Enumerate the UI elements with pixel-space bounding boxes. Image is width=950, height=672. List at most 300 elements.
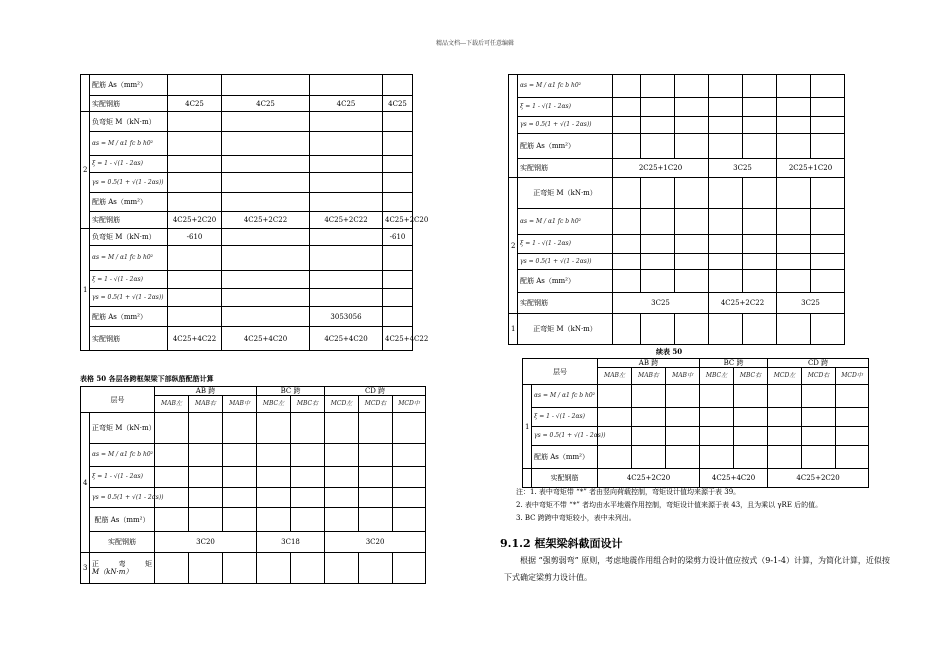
value-cell xyxy=(836,427,869,446)
row-label: 配筋 As（mm²） xyxy=(532,446,598,469)
table-row xyxy=(523,427,869,446)
value-cell xyxy=(223,467,257,488)
table-row xyxy=(81,96,413,112)
value-cell xyxy=(768,408,802,427)
value-cell xyxy=(257,488,291,508)
value-cell xyxy=(613,178,641,209)
row-label-char: 正 xyxy=(92,560,99,568)
value-cell: 4C25 xyxy=(168,96,222,112)
value-cell: 4C25+2C20 xyxy=(598,469,700,488)
row-label: 实配钢筋 xyxy=(532,469,598,488)
value-cell xyxy=(310,75,383,96)
floor-cell-blank xyxy=(509,75,518,178)
table-row xyxy=(523,469,869,488)
table-row xyxy=(81,532,426,553)
floor-cell: 4 xyxy=(81,413,90,553)
floor-cell: 2 xyxy=(509,178,518,314)
floor-cell: 2 xyxy=(81,112,90,229)
value-cell xyxy=(836,446,869,469)
header-row xyxy=(81,387,426,396)
floor-cell: 1 xyxy=(523,385,532,469)
value-cell xyxy=(310,271,383,289)
value-cell xyxy=(777,134,811,159)
value-cell xyxy=(743,209,777,235)
table-row xyxy=(81,508,426,532)
table-row xyxy=(81,246,413,271)
value-cell xyxy=(257,508,291,532)
table-row xyxy=(509,75,845,98)
table-row xyxy=(509,134,845,159)
value-cell xyxy=(734,408,768,427)
value-cell: 4C25 xyxy=(310,96,383,112)
span-header: BC 跨 xyxy=(700,359,768,368)
table-row xyxy=(81,307,413,327)
header-row xyxy=(523,359,869,368)
row-label: 实配钢筋 xyxy=(90,532,155,553)
value-cell xyxy=(675,314,709,345)
table-row xyxy=(81,75,413,96)
span-header: AB 跨 xyxy=(155,387,257,396)
value-cell xyxy=(222,112,310,132)
value-cell xyxy=(383,307,413,327)
value-cell xyxy=(613,209,641,235)
value-cell xyxy=(383,173,413,193)
value-cell xyxy=(632,446,666,469)
value-cell xyxy=(168,75,222,96)
value-cell xyxy=(383,246,413,271)
value-cell xyxy=(675,98,709,117)
value-cell xyxy=(222,229,310,246)
value-cell xyxy=(641,254,675,270)
value-cell xyxy=(743,98,777,117)
value-cell xyxy=(291,508,325,532)
section-heading: 9.1.2 框架梁斜截面设计 xyxy=(500,537,623,550)
value-cell xyxy=(743,314,777,345)
value-cell xyxy=(709,98,743,117)
value-cell xyxy=(768,446,802,469)
table-row xyxy=(509,209,845,235)
row-label-char: 矩 xyxy=(145,560,152,568)
value-cell xyxy=(393,444,426,467)
row-label: 配筋 As（mm²） xyxy=(518,270,613,293)
value-cell: 4C25+4C20 xyxy=(310,327,383,351)
value-cell xyxy=(641,235,675,254)
value-cell xyxy=(291,553,325,584)
row-label: αs = M / α1 fc b h0² xyxy=(518,209,613,235)
value-cell xyxy=(222,193,310,212)
value-cell xyxy=(777,270,811,293)
note-3: 3. BC 跨跨中弯矩较小，表中未列出。 xyxy=(516,514,636,522)
moment-subheader: MCD左 xyxy=(325,396,359,413)
row-label-unit: M（kN·m） xyxy=(92,568,133,576)
value-cell xyxy=(383,112,413,132)
value-cell xyxy=(310,193,383,212)
value-cell xyxy=(222,246,310,271)
value-cell xyxy=(359,508,393,532)
value-cell: 3C25 xyxy=(777,293,845,314)
value-cell: 4C25+4C22 xyxy=(383,327,413,351)
moment-subheader: MAB右 xyxy=(189,396,223,413)
value-cell xyxy=(598,385,632,408)
value-cell xyxy=(641,117,675,134)
value-cell xyxy=(222,173,310,193)
value-cell: 4C25+4C22 xyxy=(168,327,222,351)
value-cell xyxy=(168,193,222,212)
value-cell xyxy=(168,289,222,307)
note-1: 注：1. 表中弯矩带 “*” 者由竖向荷载控制，弯矩设计值均来源于表 39。 xyxy=(516,488,741,496)
value-cell xyxy=(613,254,641,270)
floor-header: 层号 xyxy=(523,359,598,385)
value-cell xyxy=(223,444,257,467)
value-cell xyxy=(383,156,413,173)
value-cell xyxy=(155,444,189,467)
table-row xyxy=(509,270,845,293)
value-cell xyxy=(359,488,393,508)
value-cell xyxy=(291,444,325,467)
value-cell xyxy=(709,209,743,235)
row-label-char: 弯 xyxy=(118,560,126,568)
value-cell xyxy=(325,467,359,488)
value-cell: 4C25 xyxy=(383,96,413,112)
value-cell xyxy=(310,156,383,173)
value-cell xyxy=(666,385,700,408)
value-cell xyxy=(613,235,641,254)
value-cell xyxy=(359,467,393,488)
value-cell xyxy=(257,444,291,467)
table-row xyxy=(509,293,845,314)
value-cell xyxy=(709,270,743,293)
row-label: ξ = 1 - √(1 - 2αs) xyxy=(518,235,613,254)
right-top-table xyxy=(508,74,845,345)
value-cell xyxy=(709,178,743,209)
value-cell xyxy=(675,270,709,293)
value-cell: 4C25+2C20 xyxy=(768,469,869,488)
value-cell xyxy=(675,178,709,209)
value-cell: 3C25 xyxy=(613,293,709,314)
row-label: γs = 0.5(1 + √(1 - 2αs)) xyxy=(532,427,598,446)
value-cell xyxy=(768,385,802,408)
table-row xyxy=(81,327,413,351)
value-cell xyxy=(666,427,700,446)
value-cell xyxy=(168,173,222,193)
value-cell: 3C18 xyxy=(257,532,325,553)
table-row xyxy=(81,444,426,467)
value-cell xyxy=(811,134,845,159)
moment-subheader: MBC右 xyxy=(291,396,325,413)
row-label: γs = 0.5(1 + √(1 - 2αs)) xyxy=(90,289,168,307)
row-label: 实配钢筋 xyxy=(90,212,168,229)
table-row xyxy=(81,467,426,488)
value-cell xyxy=(155,467,189,488)
row-label: γs = 0.5(1 + √(1 - 2αs)) xyxy=(518,254,613,270)
value-cell xyxy=(666,408,700,427)
row-label: 实配钢筋 xyxy=(90,327,168,351)
value-cell xyxy=(811,75,845,98)
value-cell xyxy=(777,235,811,254)
value-cell xyxy=(189,413,223,444)
value-cell xyxy=(310,289,383,307)
value-cell xyxy=(598,446,632,469)
notes xyxy=(516,486,822,525)
value-cell xyxy=(675,134,709,159)
moment-subheader: MAB中 xyxy=(223,396,257,413)
value-cell xyxy=(700,427,734,446)
value-cell xyxy=(709,134,743,159)
value-cell xyxy=(641,134,675,159)
row-label: αs = M / α1 fc b h0² xyxy=(532,385,598,408)
value-cell: 3053056 xyxy=(310,307,383,327)
value-cell xyxy=(393,488,426,508)
value-cell xyxy=(641,314,675,345)
value-cell xyxy=(393,508,426,532)
value-cell xyxy=(325,508,359,532)
span-header: CD 跨 xyxy=(768,359,869,368)
table50-caption: 表格 50 各层各跨框架梁下部纵筋配筋计算 xyxy=(80,374,214,383)
value-cell: 4C25+2C20 xyxy=(168,212,222,229)
value-cell xyxy=(613,270,641,293)
row-label: ξ = 1 - √(1 - 2αs) xyxy=(532,408,598,427)
value-cell xyxy=(359,553,393,584)
row-label: ξ = 1 - √(1 - 2αs) xyxy=(90,156,168,173)
value-cell xyxy=(700,385,734,408)
row-label: γs = 0.5(1 + √(1 - 2αs)) xyxy=(518,117,613,134)
value-cell xyxy=(310,173,383,193)
value-cell xyxy=(257,467,291,488)
floor-cell: 1 xyxy=(509,314,518,345)
value-cell xyxy=(359,444,393,467)
value-cell xyxy=(811,178,845,209)
value-cell xyxy=(257,553,291,584)
value-cell xyxy=(709,117,743,134)
value-cell xyxy=(383,271,413,289)
value-cell xyxy=(168,271,222,289)
row-label: 实配钢筋 xyxy=(518,293,613,314)
row-label: 配筋 As（mm²） xyxy=(90,75,168,96)
value-cell xyxy=(743,270,777,293)
value-cell: 2C25+1C20 xyxy=(613,159,709,178)
floor-header: 层号 xyxy=(81,387,155,413)
moment-subheader: MAB右 xyxy=(632,368,666,385)
value-cell: 3C20 xyxy=(325,532,426,553)
table-row xyxy=(81,413,426,444)
floor-cell: 3 xyxy=(81,553,90,584)
value-cell xyxy=(836,385,869,408)
moment-subheader: MCD左 xyxy=(768,368,802,385)
cont50-table xyxy=(522,358,869,488)
moment-subheader: MCD右 xyxy=(359,396,393,413)
table-row xyxy=(509,98,845,117)
moment-subheader: MBC左 xyxy=(257,396,291,413)
value-cell xyxy=(189,508,223,532)
value-cell xyxy=(310,246,383,271)
value-cell xyxy=(222,307,310,327)
value-cell xyxy=(709,314,743,345)
table-row xyxy=(81,132,413,156)
table-row xyxy=(523,446,869,469)
value-cell xyxy=(734,427,768,446)
table-row xyxy=(509,254,845,270)
row-label: αs = M / α1 fc b h0² xyxy=(518,75,613,98)
table50 xyxy=(80,386,426,584)
table-row xyxy=(81,271,413,289)
value-cell xyxy=(632,408,666,427)
span-header: BC 跨 xyxy=(257,387,325,396)
value-cell xyxy=(291,413,325,444)
value-cell xyxy=(189,488,223,508)
table-row xyxy=(509,117,845,134)
value-cell xyxy=(802,427,836,446)
value-cell: 3C20 xyxy=(155,532,257,553)
value-cell xyxy=(383,132,413,156)
table-row xyxy=(509,159,845,178)
value-cell xyxy=(598,408,632,427)
value-cell xyxy=(700,446,734,469)
table-row xyxy=(509,314,845,345)
row-label xyxy=(90,553,155,584)
row-label: 配筋 As（mm²） xyxy=(90,307,168,327)
table-row xyxy=(81,112,413,132)
moment-subheader: MBC左 xyxy=(700,368,734,385)
moment-subheader: MAB中 xyxy=(666,368,700,385)
row-label: αs = M / α1 fc b h0² xyxy=(90,132,168,156)
table-row xyxy=(81,289,413,307)
row-label: 正弯矩 M（kN·m） xyxy=(518,314,613,345)
value-cell: 2C25+1C20 xyxy=(777,159,845,178)
row-label: 实配钢筋 xyxy=(90,96,168,112)
body-paragraph: 根据 “强剪弱弯” 原则，考虑地震作用组合时的梁剪力设计值应按式（9-1-4）计算，为简化计算，近似按下式确定梁剪力设计值。 xyxy=(504,556,890,582)
value-cell xyxy=(222,289,310,307)
table-row xyxy=(81,173,413,193)
note-2: 2. 表中弯矩不带 “*” 者均由水平地震作用控制，弯矩设计值来源于表 43，且为乘以 γRE 后的值。 xyxy=(516,501,823,509)
value-cell xyxy=(743,75,777,98)
value-cell xyxy=(777,178,811,209)
value-cell xyxy=(168,246,222,271)
value-cell xyxy=(359,413,393,444)
value-cell: 4C25+2C22 xyxy=(222,212,310,229)
value-cell xyxy=(325,444,359,467)
value-cell xyxy=(709,235,743,254)
row-label: ξ = 1 - √(1 - 2αs) xyxy=(518,98,613,117)
value-cell xyxy=(811,254,845,270)
value-cell xyxy=(709,75,743,98)
value-cell xyxy=(291,488,325,508)
value-cell xyxy=(675,235,709,254)
value-cell: -610 xyxy=(168,229,222,246)
value-cell xyxy=(675,209,709,235)
value-cell: 4C25+4C20 xyxy=(700,469,768,488)
value-cell xyxy=(675,117,709,134)
value-cell xyxy=(383,193,413,212)
table-row xyxy=(523,408,869,427)
value-cell xyxy=(811,270,845,293)
top-left-table xyxy=(80,74,429,351)
value-cell xyxy=(777,314,811,345)
value-cell xyxy=(743,134,777,159)
value-cell xyxy=(777,209,811,235)
value-cell xyxy=(155,553,189,584)
row-label: γs = 0.5(1 + √(1 - 2αs)) xyxy=(90,173,168,193)
page-header: 精品文档---下载后可任意编辑 xyxy=(435,40,515,47)
value-cell xyxy=(613,314,641,345)
value-cell xyxy=(743,117,777,134)
moment-subheader: MCD中 xyxy=(836,368,869,385)
value-cell xyxy=(325,488,359,508)
value-cell xyxy=(291,467,325,488)
value-cell xyxy=(802,385,836,408)
value-cell xyxy=(613,117,641,134)
value-cell xyxy=(802,446,836,469)
table-row xyxy=(81,193,413,212)
value-cell xyxy=(310,112,383,132)
value-cell xyxy=(168,132,222,156)
value-cell xyxy=(666,446,700,469)
value-cell xyxy=(675,75,709,98)
value-cell xyxy=(811,209,845,235)
span-header: AB 跨 xyxy=(598,359,700,368)
value-cell xyxy=(393,553,426,584)
table-row xyxy=(81,553,426,584)
value-cell: 4C25 xyxy=(222,96,310,112)
row-label: 配筋 As（mm²） xyxy=(90,508,155,532)
value-cell xyxy=(743,178,777,209)
value-cell xyxy=(734,446,768,469)
value-cell xyxy=(768,427,802,446)
value-cell xyxy=(734,385,768,408)
value-cell xyxy=(641,270,675,293)
value-cell xyxy=(383,75,413,96)
row-label: γs = 0.5(1 + √(1 - 2αs)) xyxy=(90,488,155,508)
floor-cell: 1 xyxy=(81,229,90,351)
value-cell xyxy=(632,385,666,408)
moment-subheader: MAB左 xyxy=(598,368,632,385)
value-cell xyxy=(393,413,426,444)
value-cell xyxy=(811,235,845,254)
value-cell xyxy=(257,413,291,444)
value-cell xyxy=(189,553,223,584)
value-cell xyxy=(675,254,709,270)
row-label: αs = M / α1 fc b h0² xyxy=(90,444,155,467)
value-cell xyxy=(223,553,257,584)
value-cell xyxy=(613,98,641,117)
value-cell xyxy=(777,98,811,117)
row-label: 实配钢筋 xyxy=(518,159,613,178)
value-cell xyxy=(613,75,641,98)
value-cell xyxy=(393,467,426,488)
value-cell xyxy=(811,117,845,134)
value-cell xyxy=(189,467,223,488)
value-cell xyxy=(325,553,359,584)
table-row xyxy=(509,235,845,254)
value-cell xyxy=(222,271,310,289)
moment-subheader: MCD中 xyxy=(393,396,426,413)
value-cell xyxy=(223,413,257,444)
row-label: ξ = 1 - √(1 - 2αs) xyxy=(90,271,168,289)
row-label: 正弯矩 M（kN·m） xyxy=(90,413,155,444)
value-cell: 4C25+2C20 xyxy=(383,212,413,229)
row-label: 配筋 As（mm²） xyxy=(90,193,168,212)
table-row xyxy=(81,212,413,229)
table-row xyxy=(509,178,845,209)
value-cell xyxy=(709,254,743,270)
value-cell: 4C25+2C22 xyxy=(709,293,777,314)
value-cell xyxy=(777,117,811,134)
value-cell xyxy=(632,427,666,446)
moment-subheader: MAB左 xyxy=(155,396,189,413)
value-cell xyxy=(223,488,257,508)
value-cell xyxy=(155,508,189,532)
row-label: ξ = 1 - √(1 - 2αs) xyxy=(90,467,155,488)
row-label: 正弯矩 M（kN·m） xyxy=(518,178,613,209)
